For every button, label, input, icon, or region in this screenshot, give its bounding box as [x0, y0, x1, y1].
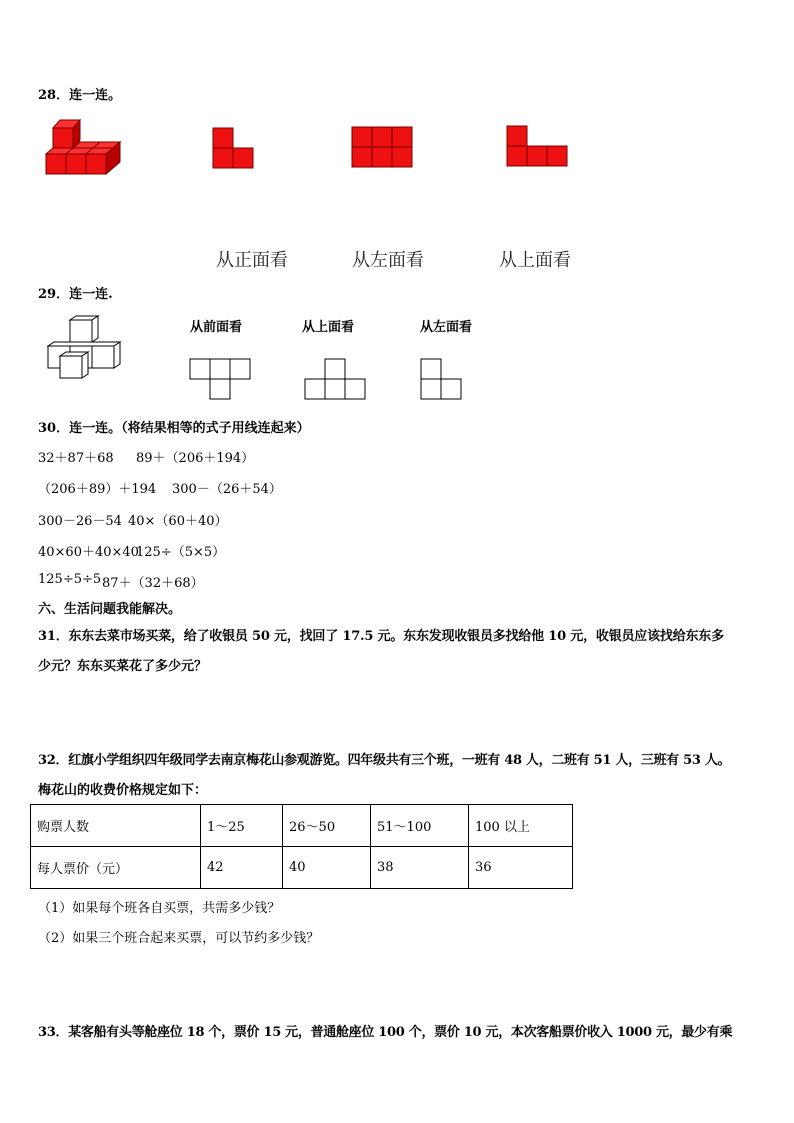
- table-row: [31, 805, 573, 847]
- q28-view-shape-1: [213, 128, 255, 170]
- table-row: [31, 847, 573, 889]
- table-cell: 40: [283, 847, 371, 889]
- q29-view-shape-2: [304, 358, 368, 402]
- q30-row-5-left: 125÷5÷5: [38, 572, 102, 587]
- table-cell: 每人票价（元）: [31, 847, 201, 889]
- q30-row-1-right: 89＋（206＋194）: [136, 451, 255, 466]
- q30-row-5-right: 87＋（32＋68）: [102, 576, 204, 591]
- q28-3d-cube-figure: [46, 116, 126, 176]
- q29-label-front: 从前面看: [190, 320, 243, 335]
- q29-view-shape-1: [189, 358, 253, 402]
- q32-sub-1: （1）如果每个班各自买票，共需多少钱？: [38, 901, 281, 916]
- q28-label-front: 从正面看: [216, 250, 288, 271]
- table-cell: 42: [201, 847, 283, 889]
- q31-line-2: 少元？东东买菜花了多少元？: [38, 659, 208, 674]
- q28-label-top: 从上面看: [499, 250, 571, 271]
- table-cell: 100 以上: [469, 805, 573, 847]
- table-cell: 51～100: [371, 805, 469, 847]
- q30-row-3-left: 300－26－54: [38, 514, 122, 529]
- q32-line-1: 32．红旗小学组织四年级同学去南京梅花山参观游览。四年级共有三个班，一班有 48 人，二班有 51 人，三班有 53 人。: [38, 753, 731, 768]
- q28-label-left: 从左面看: [352, 250, 424, 271]
- table-cell: 1～25: [201, 805, 283, 847]
- table-cell: 38: [371, 847, 469, 889]
- section-6-title: 六、生活问题我能解决。: [38, 602, 182, 617]
- table-cell: 26～50: [283, 805, 371, 847]
- q30-row-1-left: 32＋87＋68: [38, 451, 114, 466]
- q29-label-top: 从上面看: [302, 320, 355, 335]
- q30-row-2-left: （206＋89）＋194: [38, 482, 157, 497]
- q28-view-shape-2: [352, 127, 414, 169]
- table-cell: 购票人数: [31, 805, 201, 847]
- table-cell: 36: [469, 847, 573, 889]
- q32-price-table: [30, 804, 573, 889]
- q30-row-4-left: 40×60＋40×40: [38, 545, 139, 560]
- q29-3d-cube-figure: [44, 316, 126, 382]
- q28-view-shape-3: [507, 126, 569, 168]
- q30-row-3-right: 40×（60＋40）: [128, 514, 228, 529]
- q29-view-shape-3: [420, 358, 464, 402]
- q29-label-left: 从左面看: [420, 320, 473, 335]
- q32-sub-2: （2）如果三个班合起来买票，可以节约多少钱？: [38, 931, 320, 946]
- q31-line-1: 31．东东去菜市场买菜，给了收银员 50 元，找回了 17.5 元。东东发现收银员多找给他 10 元，收银员应该找给东东多: [38, 629, 724, 644]
- q28-title: 28．连一连。: [38, 88, 122, 103]
- q30-row-2-right: 300－（26＋54）: [172, 482, 282, 497]
- q32-line-2: 梅花山的收费价格规定如下：: [38, 783, 208, 798]
- q30-row-4-right: 125÷（5×5）: [136, 545, 226, 560]
- q29-title: 29．连一连.: [38, 287, 113, 302]
- q33-line-1: 33．某客船有头等舱座位 18 个，票价 15 元，普通舱座位 100 个，票价 10 元，本次客船票价收入 1000 元，最少有乘: [38, 1025, 733, 1040]
- q30-title: 30．连一连。（将结果相等的式子用线连起来）: [38, 421, 310, 436]
